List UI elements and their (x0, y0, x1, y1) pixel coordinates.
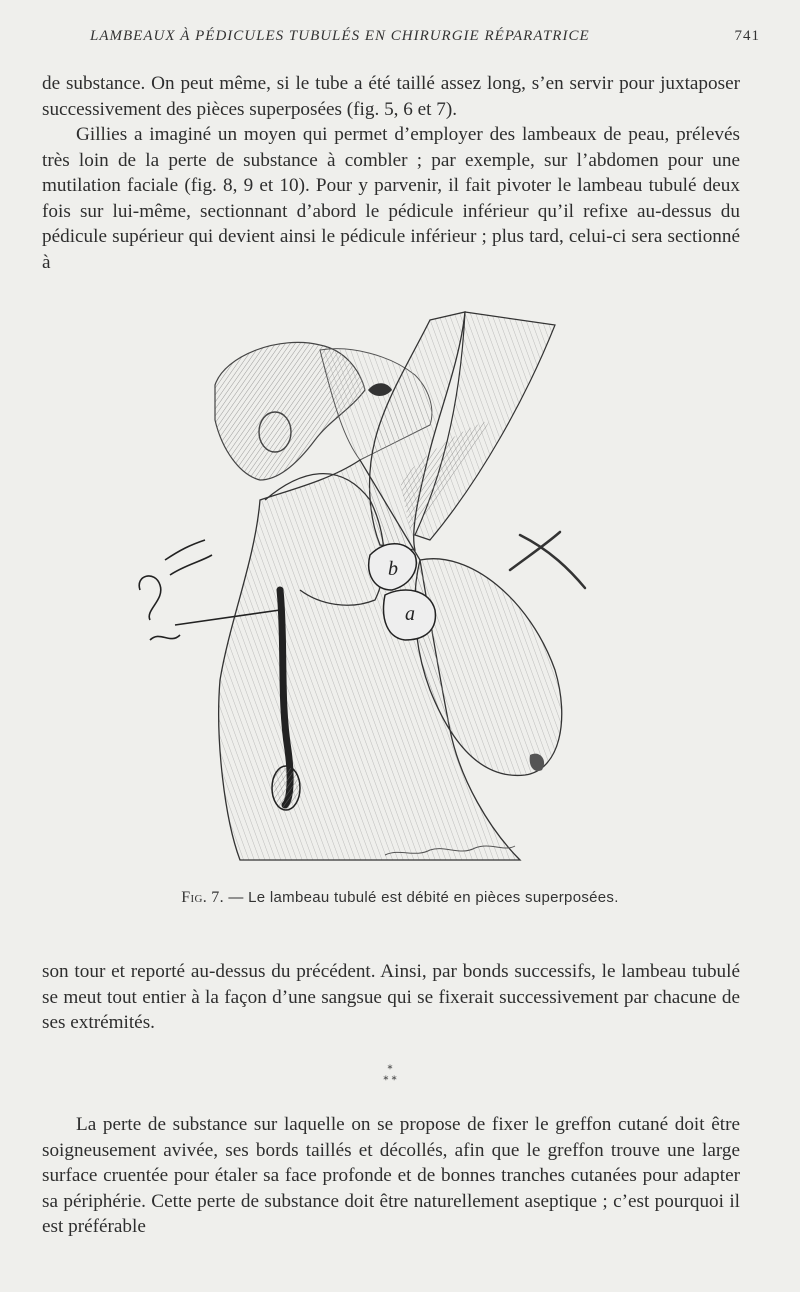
engraving-drawing (130, 300, 650, 870)
figure-caption-label: Fig. 7. (181, 889, 224, 906)
paragraph-sangsue: son tour et reporté au-dessus du précédent. Ainsi, par bonds successifs, le lambeau tubulé se meut tout entier à la façon d’une sangsue qui se fixerait successivement par chacune de ses extrémités. (42, 961, 740, 1034)
figure-caption-text: — Le lambeau tubulé est débité en pièces superposées. (223, 889, 619, 906)
flap-label-a: a (405, 603, 415, 625)
paragraph-continuation: de substance. On peut même, si le tube a été taillé assez long, s’en servir pour juxtaposer successivement des pièces superposées (fig. 5, 6 et 7). (42, 73, 740, 120)
scar-end-shape (272, 766, 300, 810)
running-title: LAMBEAUX À PÉDICULES TUBULÉS EN CHIRURGIE RÉPARATRICE (90, 28, 590, 44)
running-head (90, 28, 760, 52)
separator-star-top: * (387, 1064, 393, 1075)
separator-star-bottom: * * (383, 1075, 397, 1086)
paragraph-perte-substance: La perte de substance sur laquelle on se propose de fixer le greffon cutané doit être soigneusement avivée, ses bords taillés et décollés, afin que le greffon trouve une large surface cruentée pour étaler sa face profonde et de bonnes tranches cutanées pour adapter sa périphérie. Cette perte de substance doit être naturellement aseptique ; c’est pourquoi il est préférable (42, 1114, 740, 1238)
section-separator (370, 1064, 410, 1094)
cross-mark (510, 532, 585, 588)
figure-caption (0, 889, 800, 907)
paragraph-gillies: Gillies a imaginé un moyen qui permet d’employer des lambeaux de peau, prélevés très loin de la perte de substance à combler ; par exemple, sur l’abdomen pour une mutilation faciale (fig. 8, 9 et 10). Pour y parvenir, il fait pivoter le lambeau tubulé deux fois sur lui-même, sectionnant d’abord le pédicule inférieur qu’il refixe au-dessus du pédicule supérieur qui devient ainsi le pédicule inférieur ; plus tard, celui-ci sera sectionné à (42, 124, 740, 273)
figure-illustration (130, 300, 650, 870)
flap-label-b: b (388, 558, 398, 580)
page-number: 741 (734, 28, 760, 44)
